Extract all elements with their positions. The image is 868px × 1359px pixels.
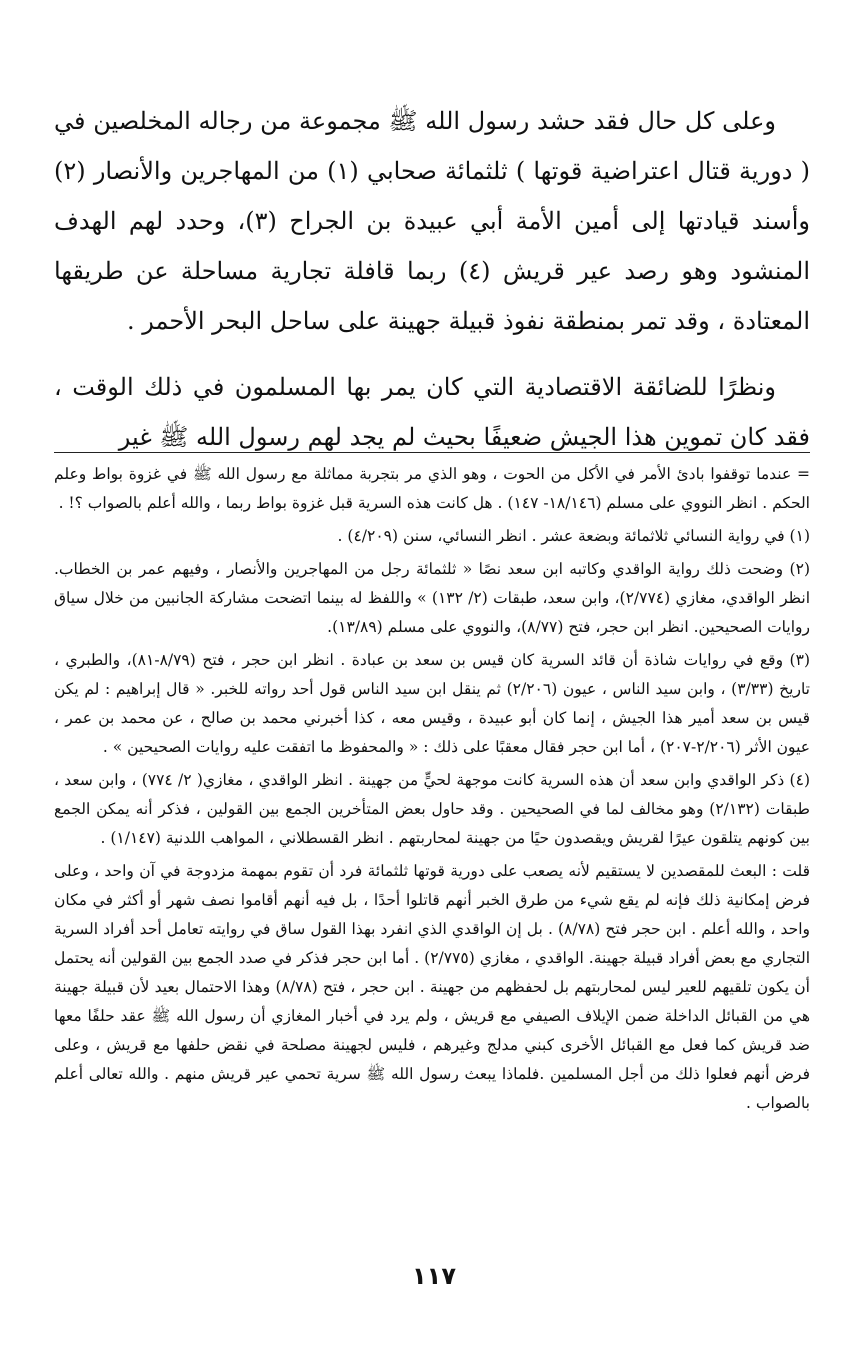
page-number: ١١٧	[412, 1262, 456, 1290]
main-paragraph: ونظرًا للضائقة الاقتصادية التي كان يمر بها المسلمون في ذلك الوقت ، فقد كان تموين هذا الجيش ضعيفًا بحيث لم يجد لهم رسول الله ﷺ غير	[54, 373, 810, 451]
footnote-separator	[54, 452, 810, 453]
footnote-1: (١) في رواية النسائي ثلاثمائة وبضعة عشر . انظر النسائي، سنن (٤/٢٠٩) .	[337, 527, 810, 545]
footnote-commentary: قلت : البعث للمقصدين لا يستقيم لأنه يصعب على دورية قوتها ثلثمائة فرد أن تقوم بمهمة مزدوجة في آن واحد ، وعلى فرض إمكانية ذلك فإنه لم يقع شيء من طرق الخبر أنهم قاتلوا أحدًا ، بل فيه أنهم أقاموا نصف شهر أو أكثر في مكان واحد ، والله أعلم . ابن حجر فتح (٨/٧٨) . بل إن الواقدي الذي انفرد بهذا القول ساق في روايته تعامل أحد أفراد السرية التجاري مع بعض أفراد قبيلة جهينة. الواقدي ، مغازي (٢/٧٧٥) . أما ابن حجر فذكر في صدد الجمع بين القولين أنه يحتمل أن يكون تلقيهم للعير ليس لمحاربتهم بل لحفظهم من جهينة . ابن حجر ، فتح (٨/٧٨) وهذا الاحتمال بعيد لأن قبيلة جهينة هي من القبائل الداخلة ضمن الإيلاف الصيفي مع قريش ، ولم يرد في أخبار المغازي أن رسول الله ﷺ عقد حلفًا معها ضد قريش كما فعل مع القبائل الأخرى كبني مدلج وغيرهم ، فليس لجهينة مصلحة في نقض حلفها مع قريش ، وعلى فرض أنهم فعلوا ذلك من أجل المسلمين .فلماذا يبعث رسول الله ﷺ سرية تحمي عير قريش منهم . والله تعالى أعلم بالصواب .	[54, 862, 811, 1112]
main-paragraph: وعلى كل حال فقد حشد رسول الله ﷺ مجموعة من رجاله المخلصين في ( دورية قتال اعتراضية قوتها ) ثلثمائة صحابي (١) من المهاجرين والأنصار (٢) وأسند قيادتها إلى أمين الأمة أبي عبيدة بن الجراح (٣)، وحدد لهم الهدف المنشود وهو رصد عير قريش (٤) ربما قافلة تجارية مساحلة عن طريقها المعتادة ، وقد تمر بمنطقة نفوذ قبيلة جهينة على ساحل البحر الأحمر .	[54, 107, 811, 335]
footnote-3: (٣) وقع في روايات شاذة أن قائد السرية كان قيس بن سعد بن عبادة . انظر ابن حجر ، فتح (٨/٧٩-٨١)، والطبري ، تاريخ (٣/٣٣) ، وابن سيد الناس ، عيون (٢/٢٠٦) ثم ينقل ابن سيد الناس قول أحد رواته للخبر. « قال إبراهيم : لم يكن قيس بن سعد أمير هذا الجيش ، إنما كان أبو عبيدة ، وقيس معه ، كذا أخبرني محمد بن صالح ، عن محمد بن عمر ، عيون الأثر (٢/٢٠٦-٢٠٧) ، أما ابن حجر فقال معقبًا على ذلك : « والمحفوظ ما اتفقت عليه روايات الصحيحين » .	[54, 651, 810, 756]
footnotes	[54, 460, 810, 1122]
footnote-2: (٢) وضحت ذلك رواية الواقدي وكاتبه ابن سعد نصًا « ثلثمائة رجل من المهاجرين والأنصار ، وفيهم عمر بن الخطاب. انظر الواقدي، مغازي (٢/٧٧٤)، وابن سعد، طبقات (٢/ ١٣٢) » واللفظ له بينما اتضحت مشاركة الجانبين من خلال سياق روايات الصحيحين. انظر ابن حجر، فتح (٨/٧٧)، والنووي على مسلم (١٣/٨٩).	[54, 560, 811, 636]
footnote-4: (٤) ذكر الواقدي وابن سعد أن هذه السرية كانت موجهة لحيٍّ من جهينة . انظر الواقدي ، مغازي( ٢/ ٧٧٤) ، وابن سعد ، طبقات (٢/١٣٢) وهو مخالف لما في الصحيحين . وقد حاول بعض المتأخرين الجمع بين القولين ، فذكر أنه يمكن الجمع بين كونهم يتلقون عيرًا لقريش ويقصدون حيًا من جهينة لمحاربتهم . انظر القسطلاني ، المواهب اللدنية (١/١٤٧) .	[54, 771, 810, 847]
main-text	[54, 96, 810, 478]
footnote-continuation: = عندما توقفوا بادئ الأمر في الأكل من الحوت ، وهو الذي مر بتجربة مماثلة مع رسول الله ﷺ في غزوة بواط وعلم الحكم . انظر النووي على مسلم (١٨/١٤٦- ١٤٧) . هل كانت هذه السرية قبل غزوة بواط ربما ، والله أعلم بالصواب ؟! .	[54, 465, 810, 512]
